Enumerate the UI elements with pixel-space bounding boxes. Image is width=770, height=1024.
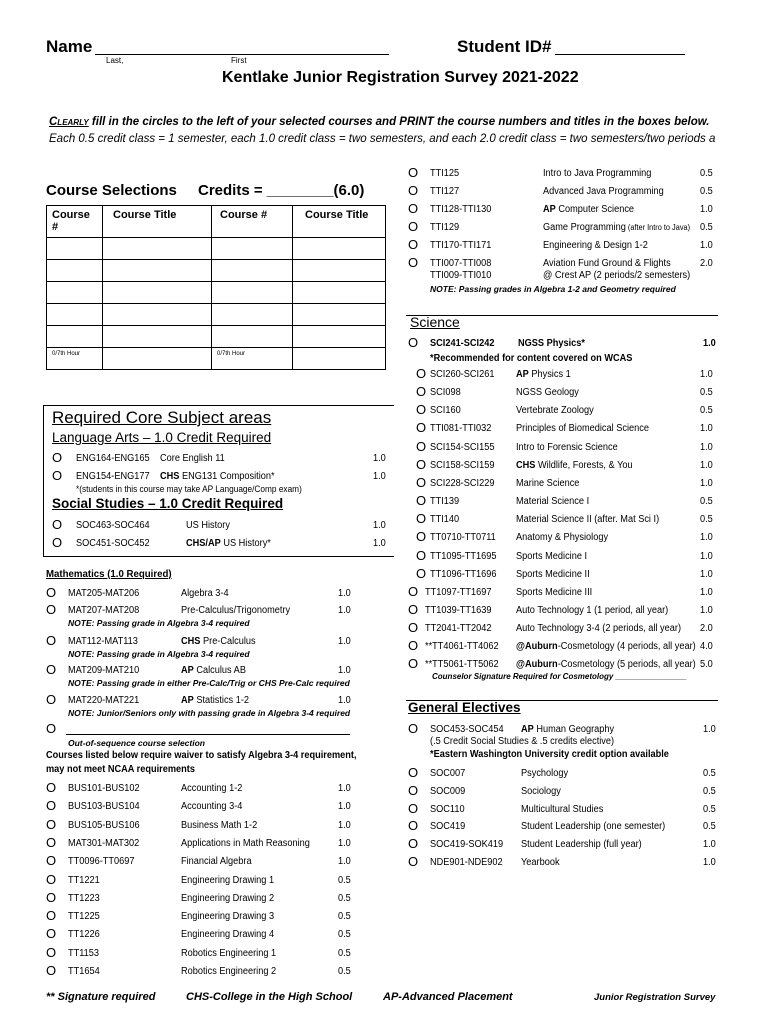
math-note: NOTE: Passing grade in either Pre-Calc/Trig or CHS Pre-Calc required xyxy=(68,678,350,688)
course-code: TT1096-TT1696 xyxy=(430,568,497,580)
course-title: Robotics Engineering 2 xyxy=(181,966,277,977)
selection-row xyxy=(47,326,386,348)
col-course-title-2: Course Title xyxy=(293,206,386,238)
electives-note-2: *Eastern Washington University credit option available xyxy=(430,749,669,760)
select-circle[interactable]: O xyxy=(408,782,419,798)
selection-row xyxy=(47,282,386,304)
course-title: AP Calculus AB xyxy=(181,665,246,676)
course-code: SCI158-SCI159 xyxy=(430,459,495,471)
course-code: TT1226 xyxy=(68,929,100,941)
select-circle[interactable]: O xyxy=(46,963,57,978)
select-circle[interactable]: O xyxy=(408,237,419,252)
course-credit: 1.0 xyxy=(700,586,713,598)
select-circle[interactable]: O xyxy=(46,871,57,887)
footer-chs: CHS-College in the High School xyxy=(186,991,353,1003)
course-credit: 2.0 xyxy=(700,258,713,269)
course-credit: 1.0 xyxy=(373,520,386,531)
select-circle[interactable]: O xyxy=(416,402,427,418)
course-title: Core English 11 xyxy=(160,453,225,464)
course-title: Marine Science xyxy=(516,477,580,489)
select-circle[interactable]: O xyxy=(46,853,57,869)
course-credit: 0.5 xyxy=(703,768,716,779)
select-circle[interactable]: O xyxy=(408,255,419,270)
course-code: SCI098 xyxy=(430,387,461,399)
course-code: NDE901-NDE902 xyxy=(430,857,503,868)
course-code: SOC463-SOC464 xyxy=(76,520,150,531)
electives-heading: General Electives xyxy=(408,700,521,715)
course-title: CHS Pre-Calculus xyxy=(181,636,256,647)
course-credit: 5.0 xyxy=(700,659,713,671)
course-title: Student Leadership (full year) xyxy=(521,839,642,851)
course-title: Financial Algebra xyxy=(181,856,252,868)
course-code: SOC419-SOK419 xyxy=(430,839,504,851)
course-title: Engineering Drawing 4 xyxy=(181,929,275,941)
course-title: Engineering & Design 1-2 xyxy=(543,240,648,251)
course-title: AP Statistics 1-2 xyxy=(181,695,250,706)
course-code: BUS103-BUS104 xyxy=(68,801,140,813)
selection-row xyxy=(47,238,386,260)
course-code: TTI127 xyxy=(430,186,460,197)
course-title: Auto Technology 3-4 (2 periods, all year) xyxy=(516,623,682,635)
footer-jrs: Junior Registration Survey xyxy=(594,992,716,1003)
course-credit: 1.0 xyxy=(373,471,386,482)
course-title: AP Physics 1 xyxy=(516,369,571,380)
course-credit: 1.0 xyxy=(700,441,713,453)
course-code: SCI154-SCI155 xyxy=(430,441,495,453)
select-circle[interactable]: O xyxy=(52,535,63,550)
course-title: CHS Wildlife, Forests, & You xyxy=(516,459,633,471)
course-credit: 1.0 xyxy=(700,369,713,380)
select-circle[interactable]: O xyxy=(46,602,57,617)
course-code: ENG154-ENG177 xyxy=(76,471,150,482)
select-circle[interactable]: O xyxy=(408,765,419,780)
instruction-line-1: Clearly fill in the circles to the left of your selected courses and PRINT the course numbers and titles in the boxes below. xyxy=(49,116,710,128)
select-circle[interactable]: O xyxy=(46,926,57,942)
course-code: SCI241-SCI242 xyxy=(430,338,495,349)
course-title: Psychology xyxy=(521,768,569,779)
select-circle[interactable]: O xyxy=(46,889,57,905)
course-code: TTI129 xyxy=(430,222,460,233)
social-heading: Social Studies – 1.0 Credit Required xyxy=(52,496,284,511)
col-course-num: Course # xyxy=(47,206,103,238)
math-note: NOTE: Junior/Seniors only with passing grade in Algebra 3-4 required xyxy=(68,708,351,718)
name-field[interactable] xyxy=(95,39,389,55)
course-code: TTI140 xyxy=(430,514,460,526)
select-circle[interactable]: O xyxy=(416,456,427,472)
course-code: TT1153 xyxy=(68,947,100,959)
course-credit: 0.5 xyxy=(700,514,713,526)
course-code: TTI125 xyxy=(430,168,460,179)
select-circle[interactable]: O xyxy=(416,547,427,563)
select-circle[interactable]: O xyxy=(408,836,419,852)
course-code: TT1097-TT1697 xyxy=(425,586,492,598)
course-code: BUS105-BUS106 xyxy=(68,819,140,831)
aviation-title-2: @ Crest AP (2 periods/2 semesters) xyxy=(543,270,691,281)
select-circle[interactable]: O xyxy=(52,468,63,483)
science-heading: Science xyxy=(410,314,460,330)
oos-label: Out-of-sequence course selection xyxy=(68,738,205,748)
course-credit: 0.5 xyxy=(700,222,713,233)
select-circle[interactable]: O xyxy=(408,335,419,350)
course-title: Accounting 1-2 xyxy=(181,783,243,794)
course-code: TT1221 xyxy=(68,874,100,886)
first-label: First xyxy=(231,56,247,65)
course-credit: 1.0 xyxy=(703,338,716,349)
course-credit: 1.0 xyxy=(703,839,716,851)
course-credit: 2.0 xyxy=(700,623,713,635)
cosmetology-signature[interactable]: Counselor Signature Required for Cosmetology ________________ xyxy=(432,672,687,681)
course-title: NGSS Physics* xyxy=(518,338,585,349)
course-credit: 0.5 xyxy=(338,874,351,886)
course-credit: 1.0 xyxy=(338,695,351,706)
course-title: Auto Technology 1 (1 period, all year) xyxy=(516,604,669,616)
course-code: BUS101-BUS102 xyxy=(68,783,140,794)
course-title: US History xyxy=(186,520,230,531)
course-code: MAT207-MAT208 xyxy=(68,605,140,616)
course-title: Sociology xyxy=(521,785,561,797)
course-title: Robotics Engineering 1 xyxy=(181,947,277,959)
zero-hour-label-2[interactable]: 0/7th Hour xyxy=(212,348,293,370)
credits-field[interactable]: Credits = ________(6.0) xyxy=(198,182,365,199)
course-code: **TT5061-TT5062 xyxy=(425,659,499,671)
select-circle[interactable]: O xyxy=(52,517,63,532)
course-credit: 1.0 xyxy=(700,477,713,489)
selection-row xyxy=(47,260,386,282)
math-note: NOTE: Passing grade in Algebra 3-4 required xyxy=(68,649,250,659)
math-note: NOTE: Passing grade in Algebra 3-4 required xyxy=(68,618,250,628)
select-circle[interactable]: O xyxy=(416,384,427,400)
select-circle[interactable]: O xyxy=(46,816,57,832)
course-title: Vertebrate Zoology xyxy=(516,405,594,417)
tech-note: NOTE: Passing grades in Algebra 1-2 and Geometry required xyxy=(430,284,676,294)
course-title: CHS ENG131 Composition* xyxy=(160,471,275,482)
course-code: **TT4061-TT4062 xyxy=(425,641,499,653)
footer-ap: AP-Advanced Placement xyxy=(383,991,513,1003)
select-circle[interactable]: O xyxy=(416,474,427,490)
select-circle[interactable]: O xyxy=(408,620,419,636)
course-code: TTI128-TTI130 xyxy=(430,204,492,215)
select-circle[interactable]: O xyxy=(46,834,57,850)
course-code: SOC419 xyxy=(430,821,466,833)
waiver-line-1: Courses listed below require waiver to satisfy Algebra 3-4 requirement, xyxy=(46,750,357,761)
course-credit: 1.0 xyxy=(338,819,351,831)
select-circle[interactable]: O xyxy=(408,721,419,736)
course-credit: 1.0 xyxy=(338,605,351,616)
course-code: TTI170-TTI171 xyxy=(430,240,492,251)
course-title: Business Math 1-2 xyxy=(181,819,258,831)
course-title: Material Science I xyxy=(516,496,590,508)
course-code: TT0710-TT0711 xyxy=(430,532,496,544)
course-code: TT1095-TT1695 xyxy=(430,550,497,562)
course-code: SOC451-SOC452 xyxy=(76,538,150,549)
zero-hour-label-1[interactable]: 0/7th Hour xyxy=(47,348,103,370)
course-credit: 1.0 xyxy=(703,724,716,735)
student-id-label: Student ID# xyxy=(457,37,552,56)
course-title: Yearbook xyxy=(521,857,560,868)
select-circle[interactable]: O xyxy=(408,656,419,672)
course-credit: 0.5 xyxy=(338,929,351,941)
course-code: TT1654 xyxy=(68,966,100,977)
course-title: AP Human Geography xyxy=(521,724,615,735)
select-circle[interactable]: O xyxy=(46,692,57,707)
select-circle[interactable]: O xyxy=(416,529,427,545)
col-course-num-2: Course # xyxy=(212,206,293,238)
course-credit: 1.0 xyxy=(703,857,716,868)
electives-note-1: (.5 Credit Social Studies & .5 credits elective) xyxy=(430,736,615,747)
course-code: SOC007 xyxy=(430,768,466,779)
select-circle[interactable]: O xyxy=(408,183,419,198)
course-code: TTI139 xyxy=(430,496,460,508)
course-title: Intro to Java Programming xyxy=(543,168,652,179)
course-title: Engineering Drawing 2 xyxy=(181,892,275,904)
select-circle[interactable]: O xyxy=(408,818,419,834)
oos-field[interactable] xyxy=(66,722,350,735)
select-circle[interactable]: O xyxy=(408,165,419,180)
course-credit: 1.0 xyxy=(700,423,713,435)
course-credit: 0.5 xyxy=(700,405,713,417)
course-title: Sports Medicine I xyxy=(516,550,588,562)
course-credit: 1.0 xyxy=(700,459,713,471)
select-circle[interactable]: O xyxy=(416,565,427,581)
course-title: Accounting 3-4 xyxy=(181,801,243,813)
lang-note: *(students in this course may take AP Language/Comp exam) xyxy=(76,484,302,494)
course-credit: 0.5 xyxy=(700,387,713,399)
course-credit: 1.0 xyxy=(338,837,351,849)
course-title: Sports Medicine II xyxy=(516,568,590,580)
course-code: TT1039-TT1639 xyxy=(425,604,492,616)
select-circle[interactable]: O xyxy=(46,662,57,677)
course-credit: 0.5 xyxy=(338,892,351,904)
course-code: TTI081-TTI032 xyxy=(430,423,492,435)
oos-circle[interactable]: O xyxy=(46,721,57,736)
course-title: Applications in Math Reasoning xyxy=(181,837,310,849)
select-circle[interactable]: O xyxy=(46,798,57,814)
course-code: MAT112-MAT113 xyxy=(68,636,138,647)
course-credit: 1.0 xyxy=(338,801,351,813)
course-credit: 4.0 xyxy=(700,641,713,653)
course-credit: 1.0 xyxy=(700,532,713,544)
select-circle[interactable]: O xyxy=(46,944,57,960)
course-title: Anatomy & Physiology xyxy=(516,532,609,544)
course-credit: 1.0 xyxy=(700,240,713,251)
course-title: CHS/AP US History* xyxy=(186,538,271,549)
course-credit: 1.0 xyxy=(338,856,351,868)
course-credit: 1.0 xyxy=(700,204,713,215)
select-circle[interactable]: O xyxy=(46,908,57,924)
select-circle[interactable]: O xyxy=(46,633,57,648)
select-circle[interactable]: O xyxy=(416,366,427,381)
select-circle[interactable]: O xyxy=(416,511,427,527)
course-code: SCI160 xyxy=(430,405,461,417)
course-title: AP Computer Science xyxy=(543,204,635,215)
course-code: SOC110 xyxy=(430,803,465,815)
select-circle[interactable]: O xyxy=(408,638,419,654)
instruction-lead: Clearly xyxy=(49,116,89,128)
instruction-line-2: Each 0.5 credit class = 1 semester, each 1.0 credit class = two semesters, and each 2.0 credit class = two semesters/two periods a xyxy=(49,133,716,145)
selection-row-zero-hour xyxy=(47,348,386,370)
select-circle[interactable]: O xyxy=(408,201,419,216)
selection-row xyxy=(47,304,386,326)
course-title: @Auburn-Cosmetology (4 periods, all year) xyxy=(516,641,696,653)
course-credit: 1.0 xyxy=(338,588,351,599)
course-code: SCI228-SCI229 xyxy=(430,477,495,489)
course-title: @Auburn-Cosmetology (5 periods, all year) xyxy=(516,659,696,671)
select-circle[interactable]: O xyxy=(46,780,57,795)
select-circle[interactable]: O xyxy=(408,601,419,617)
science-first-note: *Recommended for content covered on WCAS xyxy=(430,353,633,364)
course-title: Sports Medicine III xyxy=(516,586,593,598)
course-title: Algebra 3-4 xyxy=(181,588,229,599)
course-selection-table xyxy=(46,205,386,370)
course-credit: 0.5 xyxy=(703,803,716,815)
course-credit: 1.0 xyxy=(700,568,713,580)
aviation-code-2: TTI009-TTI010 xyxy=(430,270,492,281)
select-circle[interactable]: O xyxy=(408,583,419,599)
course-code: MAT220-MAT221 xyxy=(68,695,140,706)
course-code: MAT209-MAT210 xyxy=(68,665,140,676)
select-circle[interactable]: O xyxy=(408,800,419,816)
course-title: Principles of Biomedical Science xyxy=(516,423,649,435)
course-credit: 1.0 xyxy=(338,665,351,676)
course-selections-heading: Course Selections xyxy=(46,182,177,199)
last-label: Last, xyxy=(106,56,124,65)
student-id-field[interactable] xyxy=(555,39,685,55)
course-credit: 0.5 xyxy=(700,186,713,197)
col-course-title: Course Title xyxy=(103,206,212,238)
course-title: Material Science II (after. Mat Sci I) xyxy=(516,514,660,526)
course-title: Student Leadership (one semester) xyxy=(521,821,666,833)
course-credit: 0.5 xyxy=(700,496,713,508)
course-code: TT1223 xyxy=(68,892,100,904)
course-code: MAT205-MAT206 xyxy=(68,588,140,599)
math-heading: Mathematics (1.0 Required) xyxy=(46,568,172,580)
lang-heading: Language Arts – 1.0 Credit Required xyxy=(52,430,272,445)
select-circle[interactable]: O xyxy=(408,219,419,234)
core-heading: Required Core Subject areas xyxy=(52,408,272,427)
course-title: Aviation Fund Ground & Flights xyxy=(543,258,671,269)
course-title: Engineering Drawing 3 xyxy=(181,911,275,923)
course-credit: 1.0 xyxy=(700,550,713,562)
course-credit: 0.5 xyxy=(700,168,713,179)
select-circle[interactable]: O xyxy=(46,585,57,600)
course-title: Engineering Drawing 1 xyxy=(181,874,275,886)
course-code: TTI007-TTI008 xyxy=(430,258,492,269)
select-circle[interactable]: O xyxy=(408,854,419,869)
course-title: NGSS Geology xyxy=(516,387,579,399)
course-credit: 1.0 xyxy=(373,538,386,549)
course-credit: 1.0 xyxy=(338,636,351,647)
course-credit: 0.5 xyxy=(338,947,351,959)
course-code: SOC009 xyxy=(430,785,466,797)
course-code: TT2041-TT2042 xyxy=(425,623,492,635)
name-label: Name xyxy=(46,37,93,56)
course-title: Pre-Calculus/Trigonometry xyxy=(181,605,291,616)
select-circle[interactable]: O xyxy=(52,450,63,465)
waiver-line-2: may not meet NCAA requirements xyxy=(46,764,195,775)
course-credit: 0.5 xyxy=(703,785,716,797)
course-title: Game Programming (after Intro to Java) xyxy=(543,222,691,233)
course-title: Intro to Forensic Science xyxy=(516,441,618,453)
course-credit: 0.5 xyxy=(338,911,351,923)
course-code: ENG164-ENG165 xyxy=(76,453,150,464)
course-credit: 1.0 xyxy=(700,604,713,616)
select-circle[interactable]: O xyxy=(416,420,427,436)
course-credit: 1.0 xyxy=(338,783,351,794)
course-credit: 0.5 xyxy=(338,966,351,977)
course-title: Multicultural Studies xyxy=(521,803,604,815)
footer-signature: ** Signature required xyxy=(46,991,156,1003)
course-credit: 1.0 xyxy=(373,453,386,464)
course-code: TT0096-TT0697 xyxy=(68,856,135,868)
course-code: TT1225 xyxy=(68,911,100,923)
course-code: SCI260-SCI261 xyxy=(430,369,495,380)
page-title: Kentlake Junior Registration Survey 2021-2022 xyxy=(222,69,579,86)
course-credit: 0.5 xyxy=(703,821,716,833)
select-circle[interactable]: O xyxy=(416,438,427,454)
course-code: SOC453-SOC454 xyxy=(430,724,504,735)
course-code: MAT301-MAT302 xyxy=(68,837,140,849)
select-circle[interactable]: O xyxy=(416,493,427,509)
course-title: Advanced Java Programming xyxy=(543,186,664,197)
